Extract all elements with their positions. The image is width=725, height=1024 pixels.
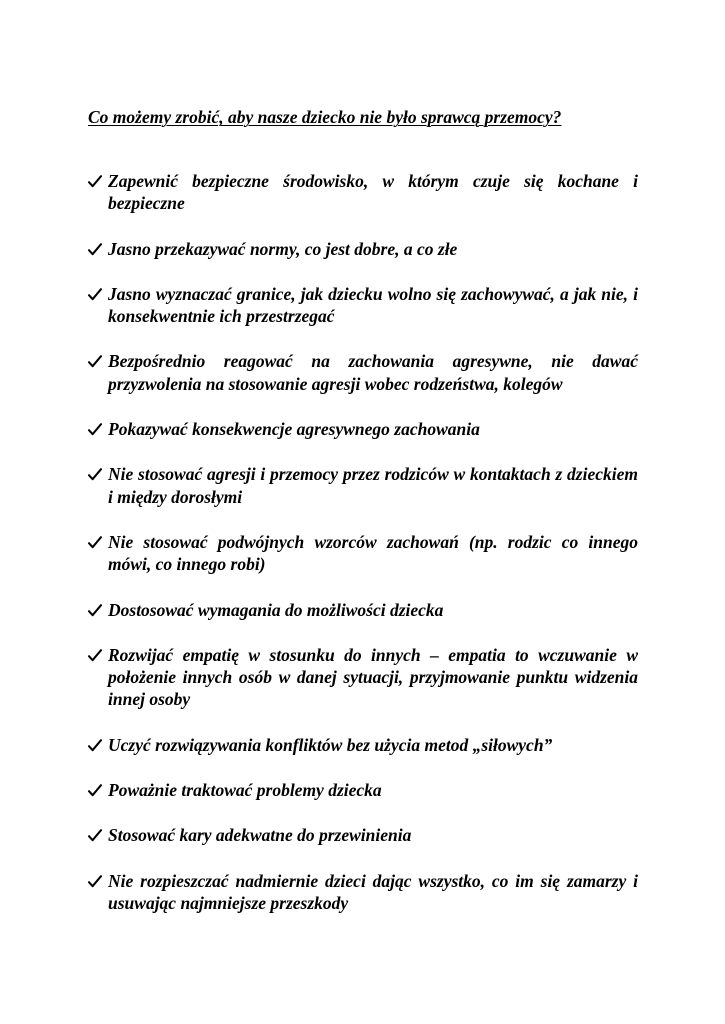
checkmark-icon (88, 350, 104, 372)
list-item-text: Zapewnić bezpieczne środowisko, w którym czuje się kochane i bezpieczne (108, 171, 638, 214)
list-item (88, 599, 638, 621)
list-item-text: Nie stosować podwójnych wzorców zachowań (np. rodzic co innego mówi, co innego robi) (108, 531, 638, 575)
list-item-text: Uczyć rozwiązywania konfliktów bez użycia metod „siłowych” (108, 734, 553, 755)
list-item (88, 283, 638, 328)
page-title: Co możemy zrobić, aby nasze dziecko nie było sprawcą przemocy? (88, 107, 562, 127)
checkmark-icon (88, 531, 104, 553)
checklist (88, 170, 638, 937)
checkmark-icon (88, 824, 104, 846)
list-item (88, 170, 638, 215)
list-item (88, 824, 638, 846)
checkmark-icon (88, 418, 104, 440)
checkmark-icon (88, 463, 104, 485)
list-item-text: Bezpośrednio reagować na zachowania agresywne, nie dawać przyzwolenia na stosowanie agresji wobec rodzeństwa, kolegów (108, 351, 638, 394)
list-item (88, 463, 638, 508)
list-item-text: Pokazywać konsekwencje agresywnego zachowania (108, 419, 480, 440)
checkmark-icon (88, 644, 104, 666)
list-item (88, 531, 638, 576)
list-item-text: Dostosować wymagania do możliwości dziecka (108, 599, 444, 620)
checkmark-icon (88, 734, 104, 756)
list-item (88, 418, 638, 440)
checkmark-icon (88, 870, 104, 892)
list-item-text: Jasno wyznaczać granice, jak dziecku wolno się zachowywać, a jak nie, i konsekwentnie ich przestrzegać (108, 283, 638, 327)
checkmark-icon (88, 599, 104, 621)
list-item-text: Poważnie traktować problemy dziecka (108, 780, 382, 801)
checkmark-icon (88, 170, 104, 192)
list-item-text: Rozwijać empatię w stosunku do innych – empatia to wczuwanie w położenie innych osób w danej sytuacji, przyjmowanie punktu widzenia innej osoby (108, 644, 638, 710)
list-item-text: Stosować kary adekwatne do przewinienia (108, 825, 412, 846)
list-item-text: Nie stosować agresji i przemocy przez rodziców w kontaktach z dzieckiem i między dorosłymi (108, 464, 638, 507)
list-item (88, 644, 638, 711)
list-item (88, 238, 638, 260)
list-item (88, 779, 638, 801)
list-item (88, 870, 638, 915)
checkmark-icon (88, 283, 104, 305)
checkmark-icon (88, 779, 104, 801)
list-item-text: Nie rozpieszczać nadmiernie dzieci dając wszystko, co im się zamarzy i usuwając najmniejsze przeszkody (108, 870, 638, 913)
list-item (88, 350, 638, 395)
list-item (88, 734, 638, 756)
checkmark-icon (88, 238, 104, 260)
list-item-text: Jasno przekazywać normy, co jest dobre, a co złe (108, 238, 458, 259)
